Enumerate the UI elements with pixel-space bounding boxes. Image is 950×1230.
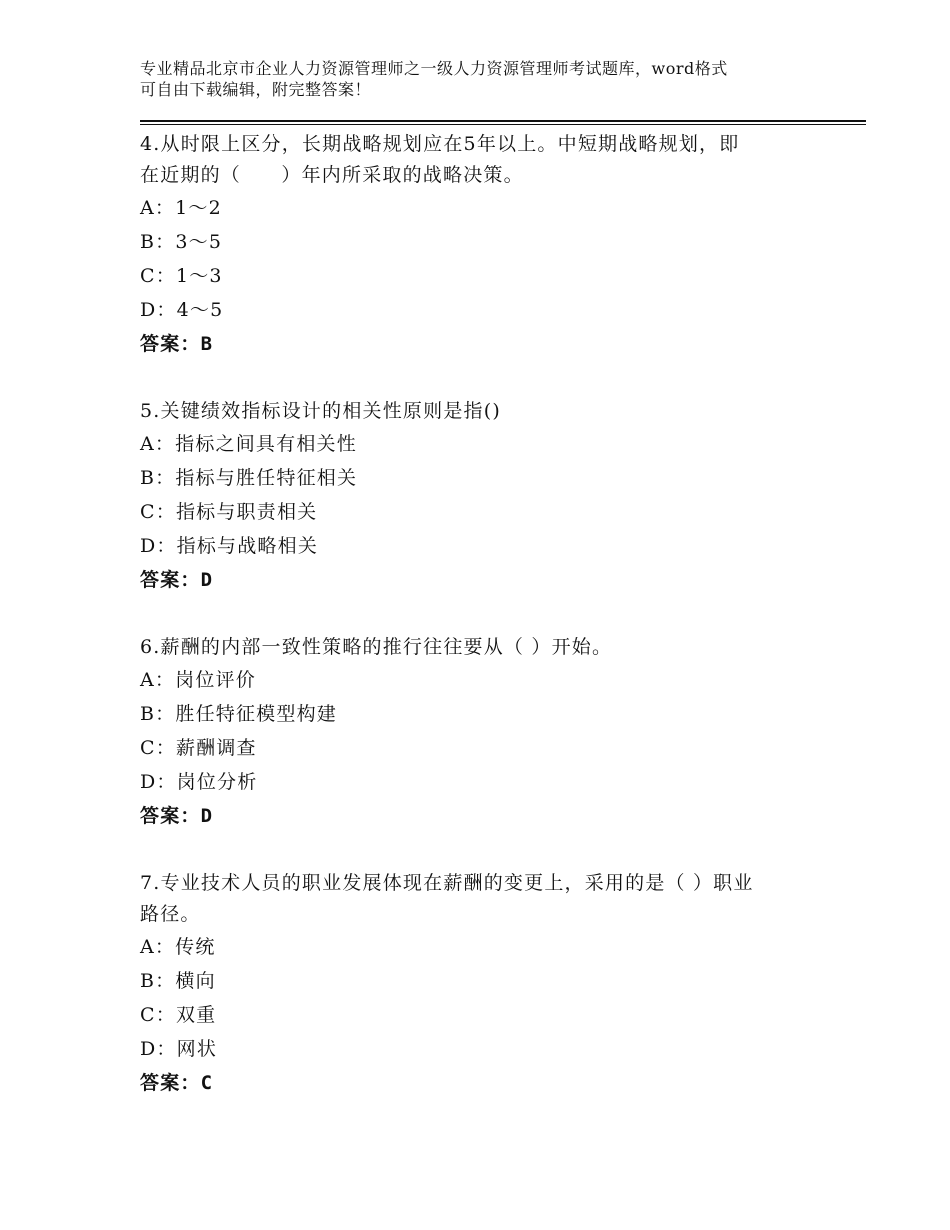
header-divider-thin (140, 124, 866, 125)
option-b: B：横向 (140, 970, 216, 992)
answer-value: C (200, 1072, 214, 1094)
question-5 (140, 395, 820, 597)
question-text (140, 631, 820, 663)
question-4 (140, 128, 820, 361)
answer-label: 答案： (140, 569, 201, 591)
answer-line (140, 563, 820, 597)
option-d: D：4～5 (140, 299, 224, 321)
question-text (140, 395, 820, 427)
answer-label: 答案： (140, 333, 201, 355)
question-text (140, 867, 820, 930)
question-text-line: 路径。 (140, 903, 201, 925)
option-d: D：岗位分析 (140, 771, 258, 793)
option-c: C：1～3 (140, 265, 223, 287)
answer-line (140, 327, 820, 361)
option-c: C：指标与职责相关 (140, 501, 318, 523)
answer-label: 答案： (140, 805, 201, 827)
option-a: A：指标之间具有相关性 (140, 433, 357, 455)
option-b: B：3～5 (140, 231, 223, 253)
answer-line (140, 799, 820, 833)
option-b: B：胜任特征模型构建 (140, 703, 337, 725)
header-line-2: 可自由下载编辑，附完整答案！ (140, 80, 372, 99)
answer-value: B (200, 333, 214, 355)
answer-label: 答案： (140, 1072, 201, 1094)
question-6 (140, 631, 820, 833)
question-list (140, 128, 820, 1134)
option-c: C：薪酬调查 (140, 737, 257, 759)
question-text-line: 7.专业技术人员的职业发展体现在薪酬的变更上，采用的是（ ）职业 (140, 872, 754, 894)
option-a: A：传统 (140, 936, 216, 958)
question-text-line: 5.关键绩效指标设计的相关性原则是指() (140, 400, 501, 422)
answer-value: D (200, 805, 214, 827)
question-text (140, 128, 820, 191)
question-text-line: 在近期的（ ）年内所采取的战略决策。 (140, 164, 524, 186)
header-divider-thick (140, 120, 866, 122)
option-d: D：网状 (140, 1038, 218, 1060)
question-text-line: 6.薪酬的内部一致性策略的推行往往要从（ ）开始。 (140, 636, 613, 658)
option-a: A：1～2 (140, 197, 222, 219)
question-7 (140, 867, 820, 1100)
document-header (140, 58, 840, 100)
option-b: B：指标与胜任特征相关 (140, 467, 358, 489)
option-a: A：岗位评价 (140, 669, 256, 691)
question-text-line: 4.从时限上区分，长期战略规划应在5年以上。中短期战略规划，即 (140, 133, 740, 155)
option-d: D：指标与战略相关 (140, 535, 319, 557)
answer-line (140, 1066, 820, 1100)
answer-value: D (200, 569, 214, 591)
header-line-1: 专业精品北京市企业人力资源管理师之一级人力资源管理师考试题库，word格式 (140, 59, 728, 78)
option-c: C：双重 (140, 1004, 217, 1026)
